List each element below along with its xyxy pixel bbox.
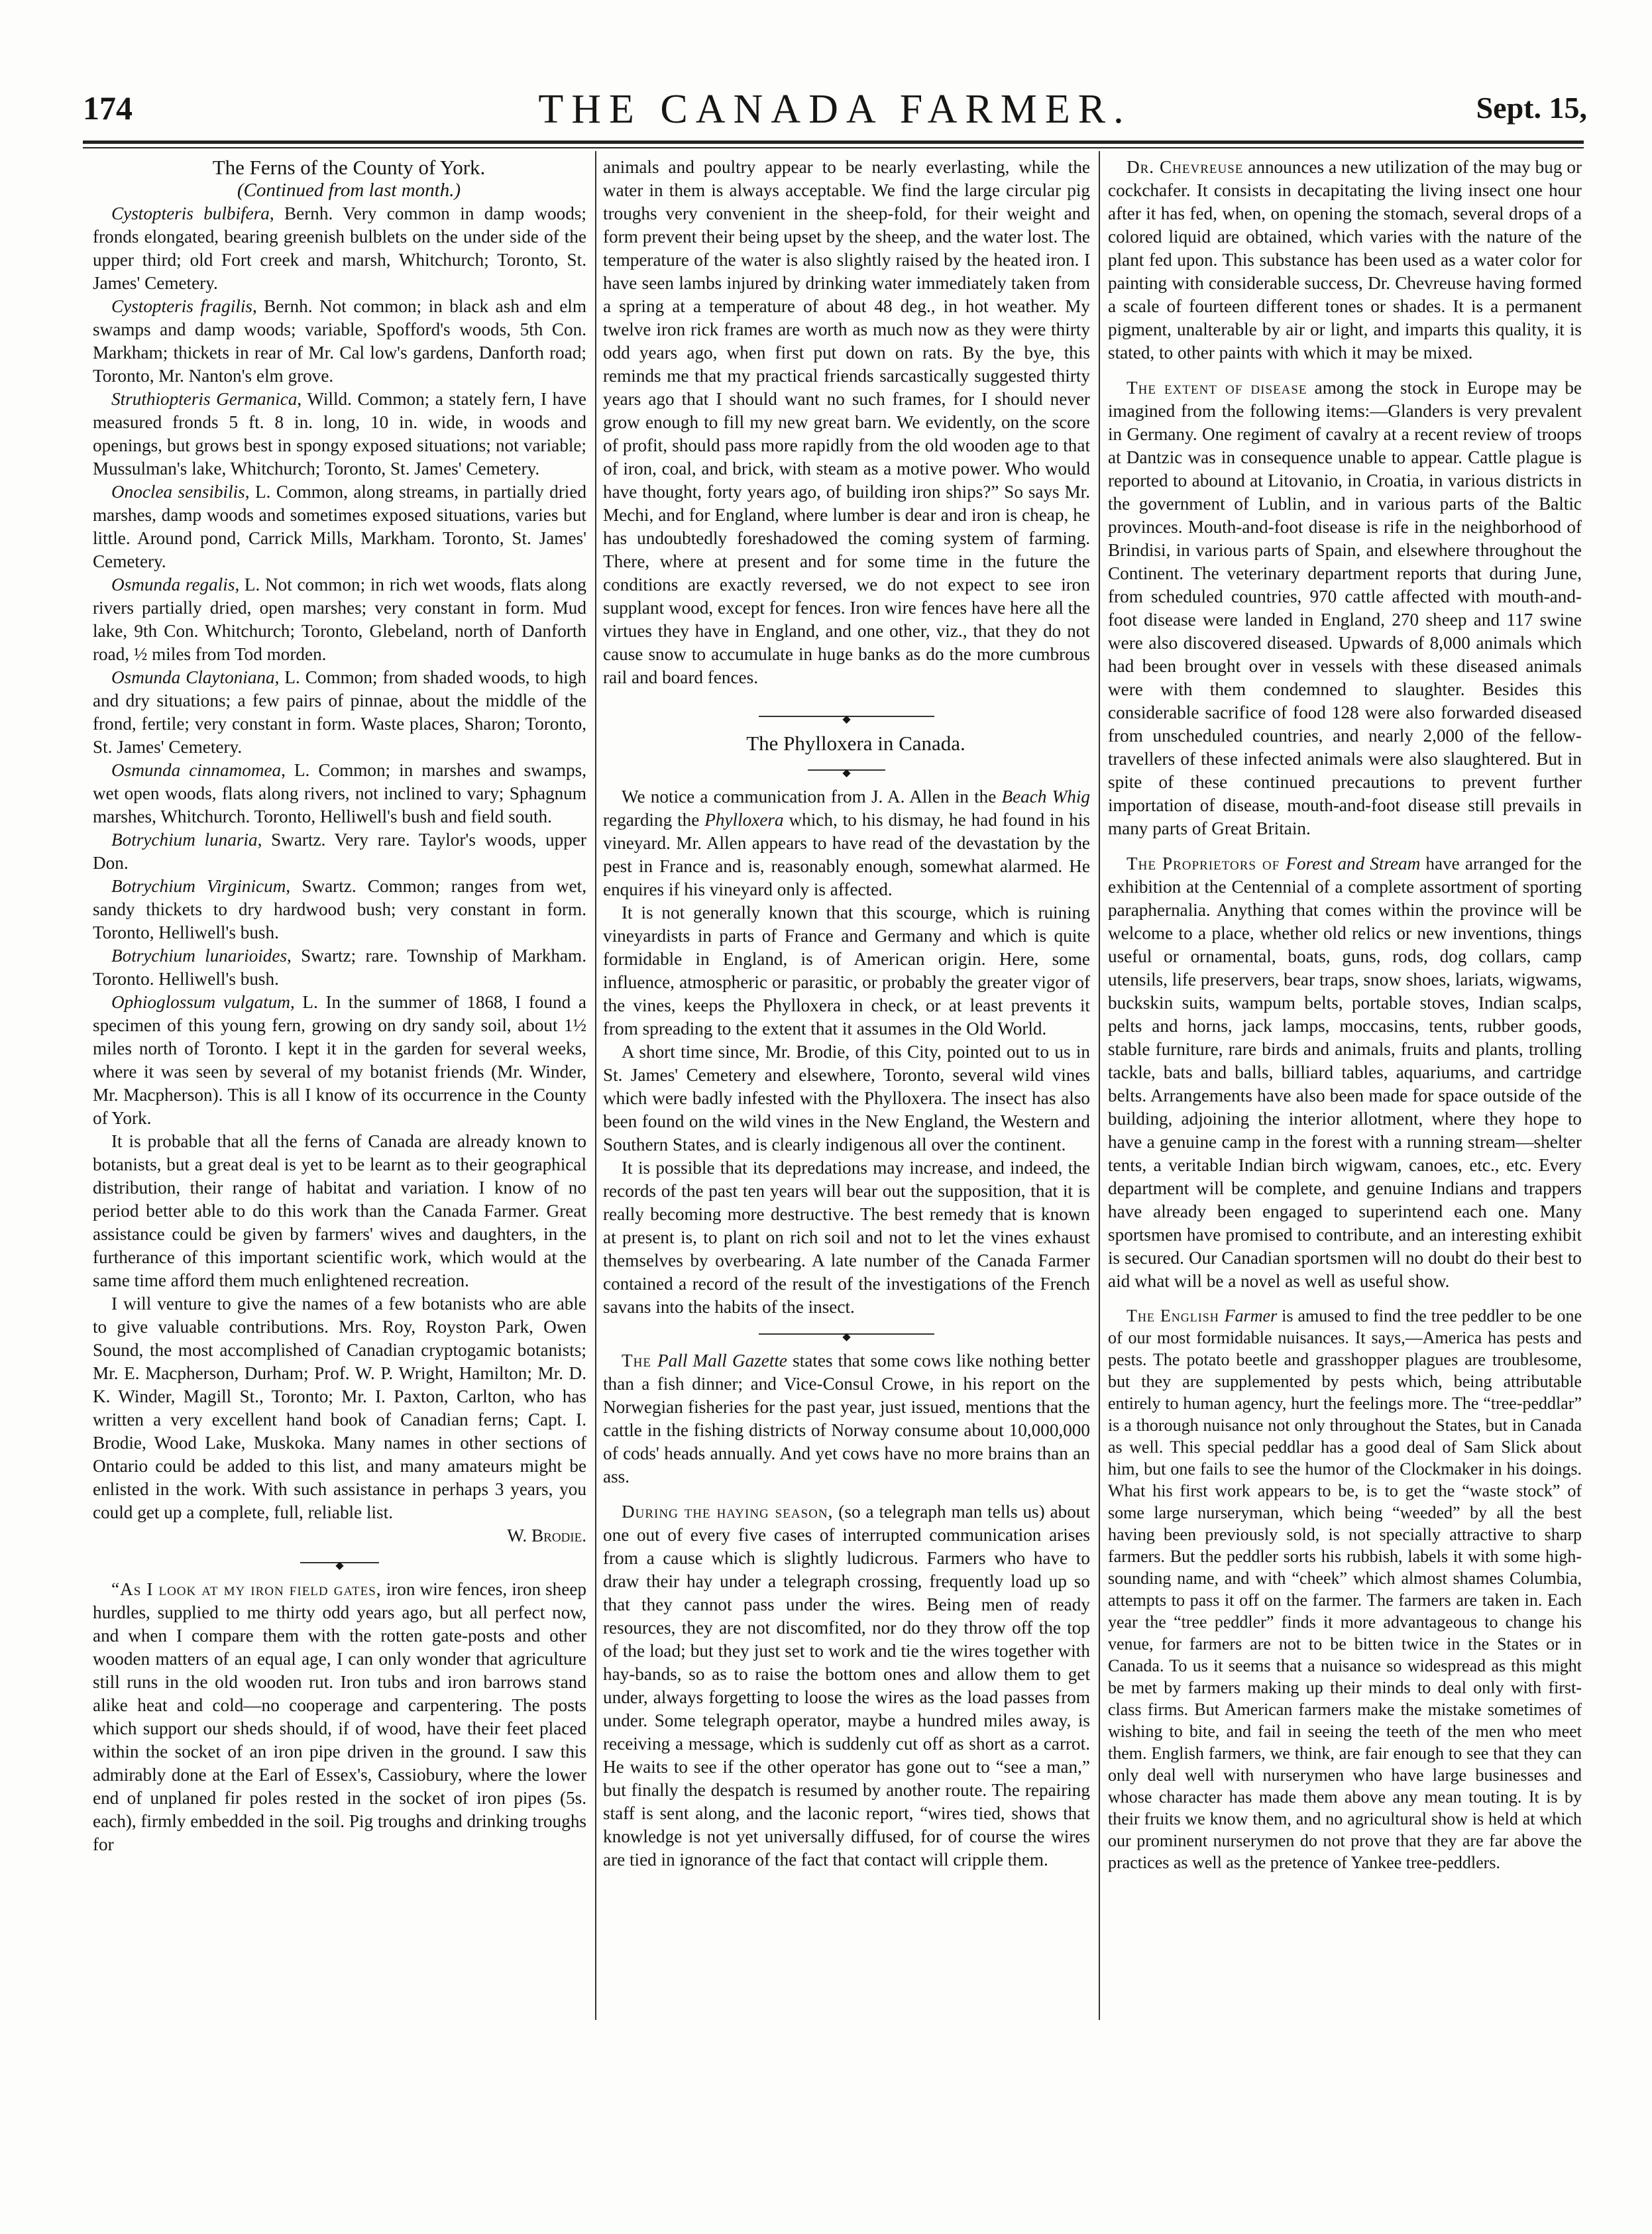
newspaper-name: Beach Whig xyxy=(1001,787,1090,807)
text-run: which, to his dismay, he had found in his vineyard. Mr. Allen appears to have read of the devastation by the pest in France and is, reasonably enough, somewhat alarmed. He enquires if his vineyard only is affected. xyxy=(603,810,1090,899)
paragraph: A short time since, Mr. Brodie, of this City, pointed out to us in St. James' Cemetery and elsewhere, Toronto, several wild vines which were badly infested with the Phylloxera. The insect has also been found on the wild vines in the New England, the Western and Southern States, and is clearly indigenous all over the continent. xyxy=(603,1042,1090,1154)
issue-date: Sept. 15, xyxy=(1476,91,1587,125)
paragraph-text: states that some cows like nothing better than a fish dinner; and Vice-Consul Crowe, in his report on the Norwegian fisheries for the past year, just issued, mentions that the cattle in the fishing districts of Norway consume about 10,000,000 of cods' heads annually. And yet cows have no more brains than an ass. xyxy=(603,1351,1090,1486)
lead-in: The xyxy=(622,1351,658,1370)
article-heading-phylloxera: The Phylloxera in Canada. xyxy=(746,732,965,755)
column-rule xyxy=(595,151,596,2020)
author-signature: W. Brodie. xyxy=(507,1526,586,1545)
fern-entry xyxy=(93,828,586,875)
fern-text: , L. Common; from shaded woods, to high and dry situations; a few pairs of pinnae, about the middle of the frond, fertile; very constant in form. Waste places, Sharon; Toronto, St. James' Cemetery. xyxy=(93,667,586,757)
paragraph-forest-stream xyxy=(1108,852,1582,1293)
paragraph-tree-peddler xyxy=(1108,1305,1582,1873)
paragraph-text: (so a telegraph man tells us) about one out of every five cases of interrupted communication arises from a cause which is slightly ludicrous. Farmers who have to draw their hay under a telegraph crossing, frequently load up so that they cannot pass under the wires. Being men of ready resources, they are not discomfited, nor do they throw off the top of the load; but they just set to work and tie the wires together with hay-bands, so as to raise the bottom ones and allow them to get under, always forgetting to loose the wires as the load passes from under. Some telegraph operator, maybe a hundred miles away, is receiving a message, which is suddenly cut off as short as a carrot. He waits to see if the other operator has gone out to “see a man,” but finally the despatch is resumed by another route. The repairing staff is sent along, and the laconic report, “wires tied, shows that knowledge is not yet universally diffused, for of course the wires are tied in ignorance of the fact that contact will cripple them. xyxy=(603,1502,1090,1870)
species-name: Ophioglossum vulgatum xyxy=(111,992,290,1012)
fern-entry xyxy=(93,202,586,295)
fern-entry xyxy=(93,944,586,991)
column-3 xyxy=(1108,156,1582,2018)
fern-text: , Bernh. Very common in damp woods; fronds elongated, bearing greenish bulblets on the under side of the upper third; old Fort creek and marsh, Whitchurch; Toronto, St. James' Cemetery. xyxy=(93,203,586,293)
fern-text: , L. In the summer of 1868, I found a specimen of this young fern, growing on dry sandy soil, about 1½ miles north of Toronto. I kept it in the garden for several weeks, where it was seen by several of my botanist friends (Mr. Winder, Mr. Macpherson). This is all I know of its occurrence in the County of York. xyxy=(93,992,586,1128)
species-name: Botrychium lunarioides xyxy=(111,946,288,966)
page-number: 174 xyxy=(83,89,133,127)
lead-in: The extent of disease xyxy=(1127,378,1307,398)
lead-in: The Proprietors of xyxy=(1127,854,1286,873)
fern-text: , Bernh. Not common; in black ash and elm swamps and damp woods; variable, Spofford's woods, 5th Con. Markham; thickets in rear of Mr. Cal low's gardens, Danforth road; Toronto, Mr. Nanton's elm grove. xyxy=(93,296,586,386)
column-rule xyxy=(1099,151,1100,2020)
paragraph-text: iron wire fences, iron sheep hurdles, supplied to me thirty odd years ago, but all perfect now, and when I compare them with the rotten gate-posts and other wooden matters of an equal age, I can only wonder that agriculture still runs in the old wooden rut. Iron tubs and iron barrows stand alike heat and cold—no cooperage and carpentering. The posts which support our sheds should, if of wood, have their feet placed within the socket of an iron pipe driven in the ground. I saw this admirably done at the Earl of Essex's, Cassiobury, where the lower end of unplaned fir poles rested in the socket of iron pipes (5s. each), firmly embedded in the soil. Pig troughs and drinking troughs for xyxy=(93,1579,586,1854)
fern-entry xyxy=(93,759,586,828)
column-1 xyxy=(93,156,586,2018)
paragraph-text: is amused to find the tree peddler to be one of our most formidable nuisances. It says,—America has pests and pests. The potato beetle and grasshopper plagues are troublesome, but they are supplemented by pests which, being attributable entirely to human agency, hurt the feelings more. The “tree-peddlar” is a thorough nuisance not only throughout the States, but in Canada as well. This special peddlar has a good deal of Sam Slick about him, but one fails to see the humor of the Clockmaker in his doings. What his first work appears to be, is to get the “waste stock” of some large nurseryman, which being “weeded” by all the best having been previously sold, is not specially attractive to sharp farmers. But the peddler sorts his rubbish, labels it with some high-sounding name, and with “cheek” which almost shames Columbia, attempts to pass it off on the farmer. The farmers are taken in. Each year the “tree peddler” finds it more advantageous to change his venue, for farmers are not to be bitten twice in the States or in Canada. To us it seems that a nuisance so widespread as this might be met by farmers making up their minds to deal only with first-class firms. But American farmers make the mistake sometimes of wishing to bite, and fail in seeing the teeth of the men who meet them. English farmers, we think, are fair enough to see that they can only deal well with nurserymen who have large businesses and whose character has made them above any mean touting. It is by their fruits we know them, and no agricultural show is held at which our prominent nurserymen do not prove that they are far above the practices as well as the pretence of Yankee tree-peddlers. xyxy=(1108,1306,1582,1872)
section-separator xyxy=(603,706,1090,726)
fern-entry xyxy=(93,295,586,388)
paper-title: THE CANADA FARMER. xyxy=(538,87,1132,132)
masthead-rule xyxy=(83,140,1584,144)
fern-text: , L. Common; in marshes and swamps, wet open woods, flats along rivers, not inclined to vary; Sphagnum marshes, Whitchurch. Toronto, Helliwell's bush and field south. xyxy=(93,760,586,826)
paragraph-iron-gates xyxy=(93,1578,586,1856)
paragraph-text: have arranged for the exhibition at the Centennial of a complete assortment of sporting paraphernalia. Anything that comes within the province will be welcome to a place, whether old relics or new inventions, things useful or ornamental, boats, guns, rods, dog collars, camp utensils, life preservers, bear traps, snow shoes, lariats, wigwams, buckskin suits, wampum belts, portable stoves, Indian scalps, pelts and horns, jack lamps, moccasins, tents, rubber goods, stable furniture, rare birds and animals, fruits and plants, trolling tackle, bats and balls, billiard tables, aquariums, and cartridge belts. Arrangements have also been made for space outside of the building, adjoining the interior allotment, where they hope to have a genuine camp in the forest with a running stream—shelter tents, a veritable Indian birch wigwam, canoes, etc., etc. Every department will be complete, and genuine Indians and trappers have already been engaged to superintend each one. Many sportsmen have promised to contribute, and an interesting exhibit is secured. Our Canadian sportsmen will no doubt do their best to aid what will be a novel as well as useful show. xyxy=(1108,854,1582,1291)
lead-in: “As I look at my iron field gates, xyxy=(111,1579,382,1599)
section-separator xyxy=(603,1324,1090,1344)
fern-entry xyxy=(93,480,586,573)
fern-text: , L. Not common; in rich wet woods, flats along rivers partially dried, open marshes; very constant in form. Mud lake, 9th Con. Whitchurch; Toronto, Glebeland, north of Danforth road, ½ miles from Tod morden. xyxy=(93,575,586,664)
text-run: regarding the xyxy=(603,810,705,830)
paragraph xyxy=(603,785,1090,901)
article-subheading: (Continued from last month.) xyxy=(237,180,461,201)
paragraph-text: announces a new utilization of the may bug or cockchafer. It consists in decapitating the living insect one hour after it has fed, when, on opening the stomach, several drops of a colored liquid are obtained, which varies with the nature of the plant fed upon. This substance has been used as a water color for painting with considerable success, Dr. Chevreuse having formed a scale of fourteen different tones or shades. It is a permanent pigment, unalterable by air or light, and imparts this quality, it is stated, to other paints with which it may be mixed. xyxy=(1108,157,1582,363)
paragraph-disease xyxy=(1108,376,1582,840)
fern-entry xyxy=(93,666,586,759)
section-separator xyxy=(93,1553,586,1573)
fern-text: , Swartz; rare. Township of Markham. Toronto. Helliwell's bush. xyxy=(93,946,586,989)
species-name: Botrychium Virginicum xyxy=(111,876,286,896)
lead-in: The English xyxy=(1127,1306,1225,1325)
species-name: Onoclea sensibilis xyxy=(111,482,245,502)
article-heading-ferns: The Ferns of the County of York. xyxy=(212,156,486,179)
species-name: Cystopteris fragilis xyxy=(111,296,252,316)
paragraph: It is not generally known that this scourge, which is ruining vineyardists in parts of France and Germany and which is quite formidable in England, is of American origin. Here, some influence, atmospheric or parasitic, or probably the greater vigor of the vines, keeps the Phylloxera in check, or at least prevents it from spreading to the extent that it assumes in the Old World. xyxy=(603,903,1090,1038)
paragraph: I will venture to give the names of a few botanists who are able to give valuable contributions. Mrs. Roy, Royston Park, Owen Sound, the most accomplished of Canadian cryptogamic botanists; Mr. E. Macpherson, Durham; Prof. W. P. Wright, Hamilton; Mr. D. K. Winder, Magill St., Toronto; Mr. I. Paxton, Carlton, who has written a very excellent hand book of Canadian ferns; Capt. I. Brodie, Wood Lake, Muskoka. Many names in other sections of Ontario could be added to this list, and many amateurs might be enlisted in the work. With such assistance in perhaps 3 years, you could get up a complete, full, reliable list. xyxy=(93,1294,586,1522)
fern-entry xyxy=(93,875,586,944)
paragraph-chevreuse xyxy=(1108,156,1582,364)
paragraph-haying xyxy=(603,1500,1090,1871)
fern-entry xyxy=(93,388,586,480)
paragraph: It is probable that all the ferns of Canada are already known to botanists, but a great deal is yet to be learnt as to their geographical distribution, their range of habitat and variation. I know of no period better able to do this work than the Canada Farmer. Great assistance could be given by farmers' wives and daughters, in the furtherance of this important scientific work, which would at the same time afford them much enlightened recreation. xyxy=(93,1131,586,1290)
lead-in: Dr. Chevreuse xyxy=(1127,157,1244,177)
species-name: Osmunda regalis xyxy=(111,575,235,594)
newspaper-name: Pall Mall Gazette xyxy=(657,1351,788,1370)
newspaper-name: Farmer xyxy=(1224,1306,1278,1325)
species-name: Cystopteris bulbifera xyxy=(111,203,270,223)
fern-text: , Swartz. Common; ranges from wet, sandy thickets to dry hardwood bush; very constant in form. Toronto, Helliwell's bush. xyxy=(93,876,586,942)
column-2 xyxy=(603,156,1090,2018)
section-separator xyxy=(603,760,1090,780)
species-name: Struthiopteris Germanica xyxy=(111,389,298,409)
species-name: Botrychium lunaria xyxy=(111,830,258,850)
fern-entry xyxy=(93,991,586,1130)
paragraph-continued: animals and poultry appear to be nearly everlasting, while the water in them is always acceptable. We find the large circular pig troughs very convenient in the sheep-fold, for their weight and form prevent their being upset by the sheep, and the water lost. The temperature of the water is also slightly raised by the heated iron. I have seen lambs injured by drinking water immediately taken from a spring at a temperature of about 48 deg., in hot weather. My twelve iron rick frames are worth as much now as they were thirty odd years ago, when first put down on rats. By the bye, this reminds me that my practical friends sarcastically suggested thirty years ago that I should want no such frames, for I should never grow enough to fill my new great barn. We evidently, on the score of profit, should pass more rapidly from the old wooden age to that of iron, coal, and brick, with steam as a motive power. Who would have thought, forty years ago, of building iron ships?” So says Mr. Mechi, and for England, where lumber is dear and iron is cheap, he has undoubtedly foreshadowed the coming system of farming. There, where at present and for some time in the future the conditions are exactly reversed, we do not expect to see iron supplant wood, except for fences. Iron wire fences have here all the virtues they have in England, and one other, viz., that they do not cause snow to accumulate in huge banks as do the more cumbrous rail and board fences. xyxy=(603,157,1090,687)
newspaper-name: Forest and Stream xyxy=(1286,854,1421,873)
paragraph: It is possible that its depredations may increase, and indeed, the records of the past ten years will bear out the supposition, that it is really becoming more destructive. The best remedy that is known at present is, to plant on rich soil and not to let the vines exhaust themselves by overbearing. A late number of the Canada Farmer contained a record of the result of the investigations of the French savans into the habits of the insect. xyxy=(603,1158,1090,1317)
fern-text: , Swartz. Very rare. Taylor's woods, upper Don. xyxy=(93,830,586,873)
paragraph-text: among the stock in Europe may be imagined from the following items:—Glanders is very prevalent in Germany. One regiment of cavalry at a recent review of troops at Dantzic was in consequence unable to appear. Cattle plague is reported to abound at Litovanio, in Croatia, in various districts in the government of Lublin, and in various parts of the Baltic provinces. Mouth-and-foot disease is rife in the neighborhood of Brindisi, in various parts of Spain, and elsewhere throughout the Continent. The veterinary department reports that during June, from scheduled countries, 970 cattle affected with mouth-and-foot disease were landed in England, 270 sheep and 117 swine were also discovered diseased. Upwards of 8,000 animals which had been brought over in vessels with these diseased animals were with them condemned to slaughter. Besides this considerable sacrifice of food 128 were also forwarded diseased from unscheduled countries, and nearly 2,000 of the fellow-travellers of these infected animals were also slaughtered. But in spite of these continued precautions to prevent further importation of disease, mouth-and-foot disease still prevails in many parts of Great Britain. xyxy=(1108,378,1582,838)
masthead xyxy=(83,86,1587,139)
fern-text: , L. Common, along streams, in partially dried marshes, damp woods and sometimes exposed situations, varies but little. Around pond, Carrick Mills, Markham. Toronto, St. James' Cemetery. xyxy=(93,482,586,571)
lead-in: During the haying season, xyxy=(622,1502,834,1522)
species-name: Osmunda Claytoniana xyxy=(111,667,275,687)
fern-entry xyxy=(93,573,586,666)
species-name: Osmunda cinnamomea xyxy=(111,760,282,780)
paragraph-cows xyxy=(603,1349,1090,1488)
fern-text: , Willd. Common; a stately fern, I have measured fronds 5 ft. 8 in. long, 10 in. wide, in woods and openings, but grows best in spongy exposed situations; not variable; Mussulman's lake, Whitchurch; Toronto, St. James' Cemetery. xyxy=(93,389,586,478)
text-run: We notice a communication from J. A. Allen in the xyxy=(622,787,1002,807)
insect-name: Phylloxera xyxy=(704,810,784,830)
masthead-rule-thin xyxy=(83,147,1584,148)
